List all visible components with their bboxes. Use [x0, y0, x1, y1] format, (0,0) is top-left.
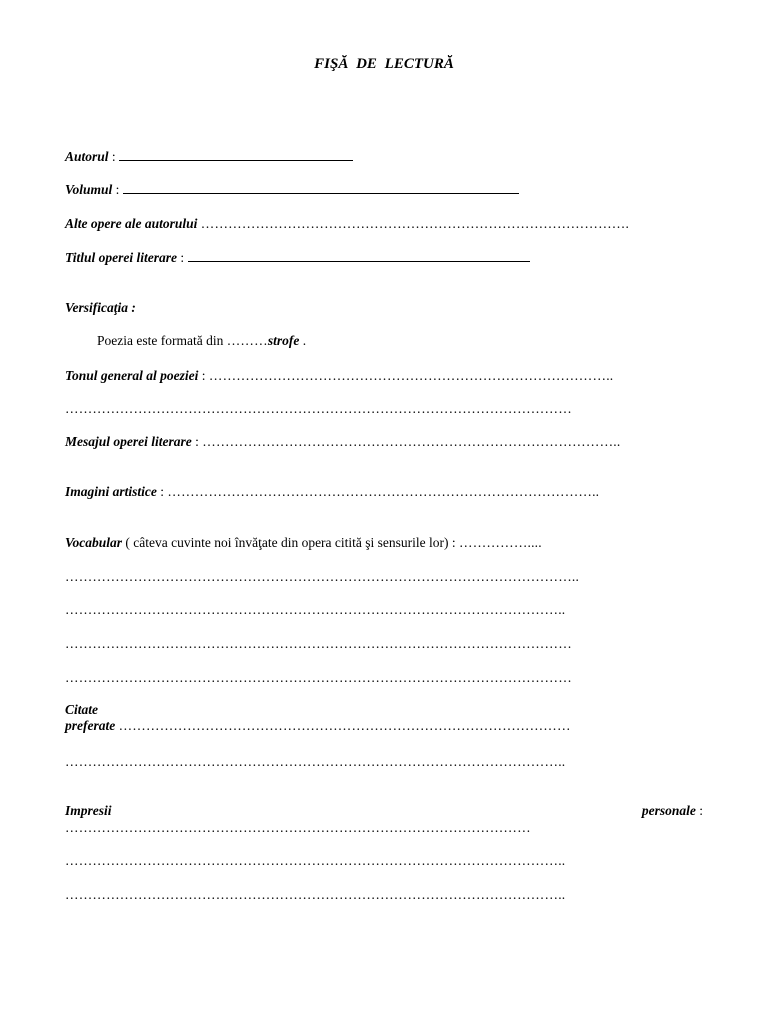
vocabular-field[interactable]: …………….... — [459, 535, 542, 550]
titlu-row: Titlul operei literare : — [65, 250, 530, 266]
versificatia-label: Versificaţia : — [65, 300, 136, 315]
impresii-row — [65, 803, 112, 819]
imagini-field[interactable]: ………………………………………………………………………………….. — [167, 484, 600, 499]
mesajul-label: Mesajul operei literare — [65, 434, 192, 449]
vocabular-text: ( câteva cuvinte noi învăţate din opera citită şi sensurile lor) : — [125, 535, 456, 550]
imagini-row: Imagini artistice : ………………………………………………………………………………….. — [65, 484, 600, 499]
citate-line-2[interactable]: ……………………………………………………………………………………………….. — [65, 754, 566, 769]
personale-row: personale : — [641, 803, 703, 818]
titlu-field[interactable] — [188, 250, 530, 262]
volum-field[interactable] — [123, 182, 519, 194]
autor-label: Autorul — [65, 149, 109, 164]
impresii-label: Impresii — [65, 803, 112, 818]
citate-label-row — [65, 702, 98, 718]
volum-label: Volumul — [65, 182, 113, 197]
vocabular-line-1[interactable]: ………………………………………………………………………………………………….. — [65, 569, 580, 584]
poezia-text: Poezia este formată din — [97, 333, 224, 348]
autor-field[interactable] — [119, 149, 353, 161]
mesajul-field[interactable]: ……………………………………………………………………………….. — [202, 434, 621, 449]
volum-row: Volumul : — [65, 182, 519, 198]
tonul-line-2[interactable]: ………………………………………………………………………………………………… — [65, 401, 572, 416]
impresii-line-3[interactable]: ……………………………………………………………………………………………….. — [65, 887, 566, 902]
mesajul-row: Mesajul operei literare : ……………………………………………………………………………….. — [65, 434, 621, 449]
strofe-label: strofe — [267, 333, 300, 348]
vocabular-line-3[interactable]: ………………………………………………………………………………………………… — [65, 636, 572, 651]
autor-row: Autorul : — [65, 149, 353, 165]
titlu-label: Titlul operei literare — [65, 250, 177, 265]
tonul-label: Tonul general al poeziei — [65, 368, 199, 383]
preferate-label: preferate — [65, 718, 116, 733]
strofe-count-field[interactable]: ……… — [226, 333, 268, 348]
impresii-line-1[interactable]: ………………………………………………………………………………………… — [65, 820, 531, 835]
tonul-row: Tonul general al poeziei : …………………………………………………………………………….. — [65, 368, 614, 383]
vocabular-line-4[interactable]: ………………………………………………………………………………………………… — [65, 670, 572, 685]
impresii-line-2[interactable]: ……………………………………………………………………………………………….. — [65, 853, 566, 868]
vocabular-line-2[interactable]: ……………………………………………………………………………………………….. — [65, 602, 566, 617]
poezia-end: . — [299, 333, 307, 348]
vocabular-label: Vocabular — [65, 535, 123, 550]
alte-opere-row — [65, 216, 629, 232]
citate-row — [65, 718, 571, 734]
alte-opere-field[interactable]: …………………………………………………………………………………. — [200, 216, 630, 231]
page-title: FIŞĂ DE LECTURĂ — [314, 56, 454, 72]
vocabular-row — [65, 535, 542, 551]
alte-opere-label: Alte opere ale autorului — [65, 216, 198, 231]
imagini-label: Imagini artistice — [65, 484, 157, 499]
citate-label: Citate — [65, 702, 98, 717]
versificatia-row — [65, 300, 136, 316]
personale-label: personale — [641, 803, 696, 818]
tonul-field[interactable]: …………………………………………………………………………….. — [208, 368, 614, 383]
citate-field[interactable]: ……………………………………………………………………………………… — [118, 718, 571, 733]
poezia-row — [97, 333, 306, 349]
